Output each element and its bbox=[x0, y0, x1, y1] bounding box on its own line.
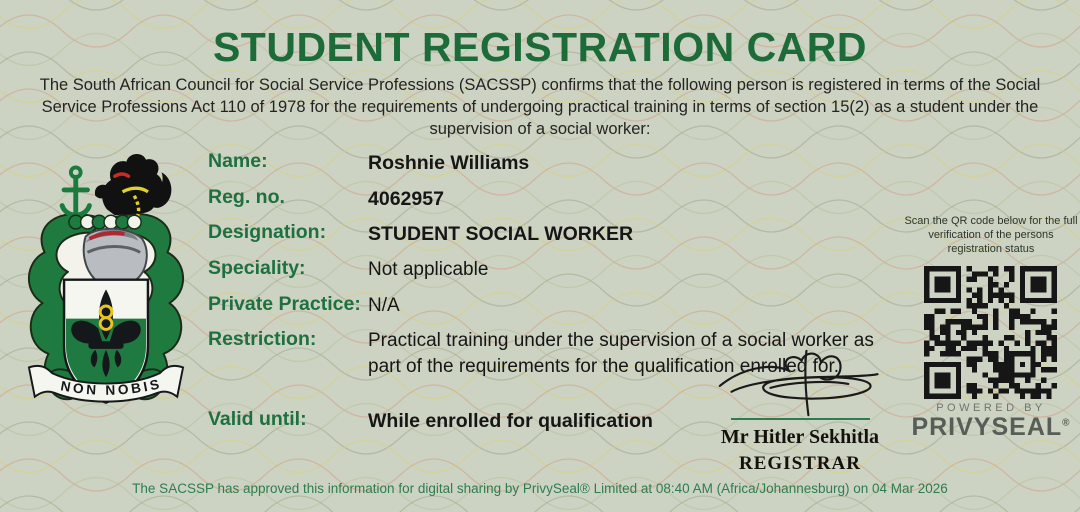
approval-footer: The SACSSP has approved this information for digital sharing by PrivySeal® Limited at 08:40 AM (Africa/Johannesburg) on 04 Mar 2026 bbox=[132, 481, 948, 496]
signature-rule bbox=[731, 418, 870, 420]
field-value-reg-no: 4062957 bbox=[368, 188, 444, 210]
sacssp-coat-of-arms bbox=[12, 147, 200, 425]
field-label-private-practice: Private Practice: bbox=[208, 293, 361, 315]
powered-by-label: POWERED BY bbox=[936, 402, 1046, 414]
registrar-signature bbox=[712, 348, 897, 418]
field-label-designation: Designation: bbox=[208, 221, 327, 243]
field-value-speciality: Not applicable bbox=[368, 259, 489, 280]
field-value-name: Roshnie Williams bbox=[368, 152, 530, 174]
registrar-name: Mr Hitler Sekhitla bbox=[720, 426, 880, 448]
field-row-designation bbox=[208, 221, 908, 247]
privyseal-logo bbox=[903, 413, 1079, 442]
privyseal-wordmark: PRIVYSEAL bbox=[911, 413, 1063, 441]
page-title: STUDENT REGISTRATION CARD bbox=[212, 24, 868, 70]
intro-paragraph: The South African Council for Social Service Professions (SACSSP) confirms that the following person is registered in terms of the Social Service Professions Act 110 of 1978 for the requirements of undergoing practical training in terms of section 15(2) as a student under the supervision of a social worker: bbox=[39, 76, 1041, 138]
field-value-designation: STUDENT SOCIAL WORKER bbox=[368, 223, 634, 245]
field-label-valid-until: Valid until: bbox=[208, 408, 307, 430]
knight-helmet bbox=[84, 229, 147, 286]
field-row-speciality bbox=[208, 257, 908, 283]
anchor-icon bbox=[62, 167, 89, 215]
field-row-private-practice bbox=[208, 293, 908, 319]
motto-text: NON NOBIS bbox=[59, 376, 164, 398]
field-row-reg-no bbox=[208, 186, 908, 212]
field-label-name: Name: bbox=[208, 150, 268, 172]
field-value-restriction: Practical training under the supervision of a social worker as part of the requirements for the qualification enrolled for. bbox=[368, 330, 874, 377]
torse-wreath bbox=[69, 215, 141, 229]
field-label-speciality: Speciality: bbox=[208, 257, 306, 279]
field-value-valid-until: While enrolled for qualification bbox=[368, 410, 653, 432]
field-row-name bbox=[208, 150, 908, 176]
qr-code bbox=[924, 266, 1057, 399]
field-label-reg-no: Reg. no. bbox=[208, 186, 285, 208]
registrar-title: REGISTRAR bbox=[739, 453, 861, 474]
registered-mark: ® bbox=[1062, 417, 1071, 429]
qr-instruction: Scan the QR code below for the full verification of the persons registration status bbox=[904, 215, 1078, 255]
field-label-restriction: Restriction: bbox=[208, 328, 317, 350]
field-value-private-practice: N/A bbox=[368, 295, 400, 316]
lion-crest bbox=[95, 154, 172, 217]
